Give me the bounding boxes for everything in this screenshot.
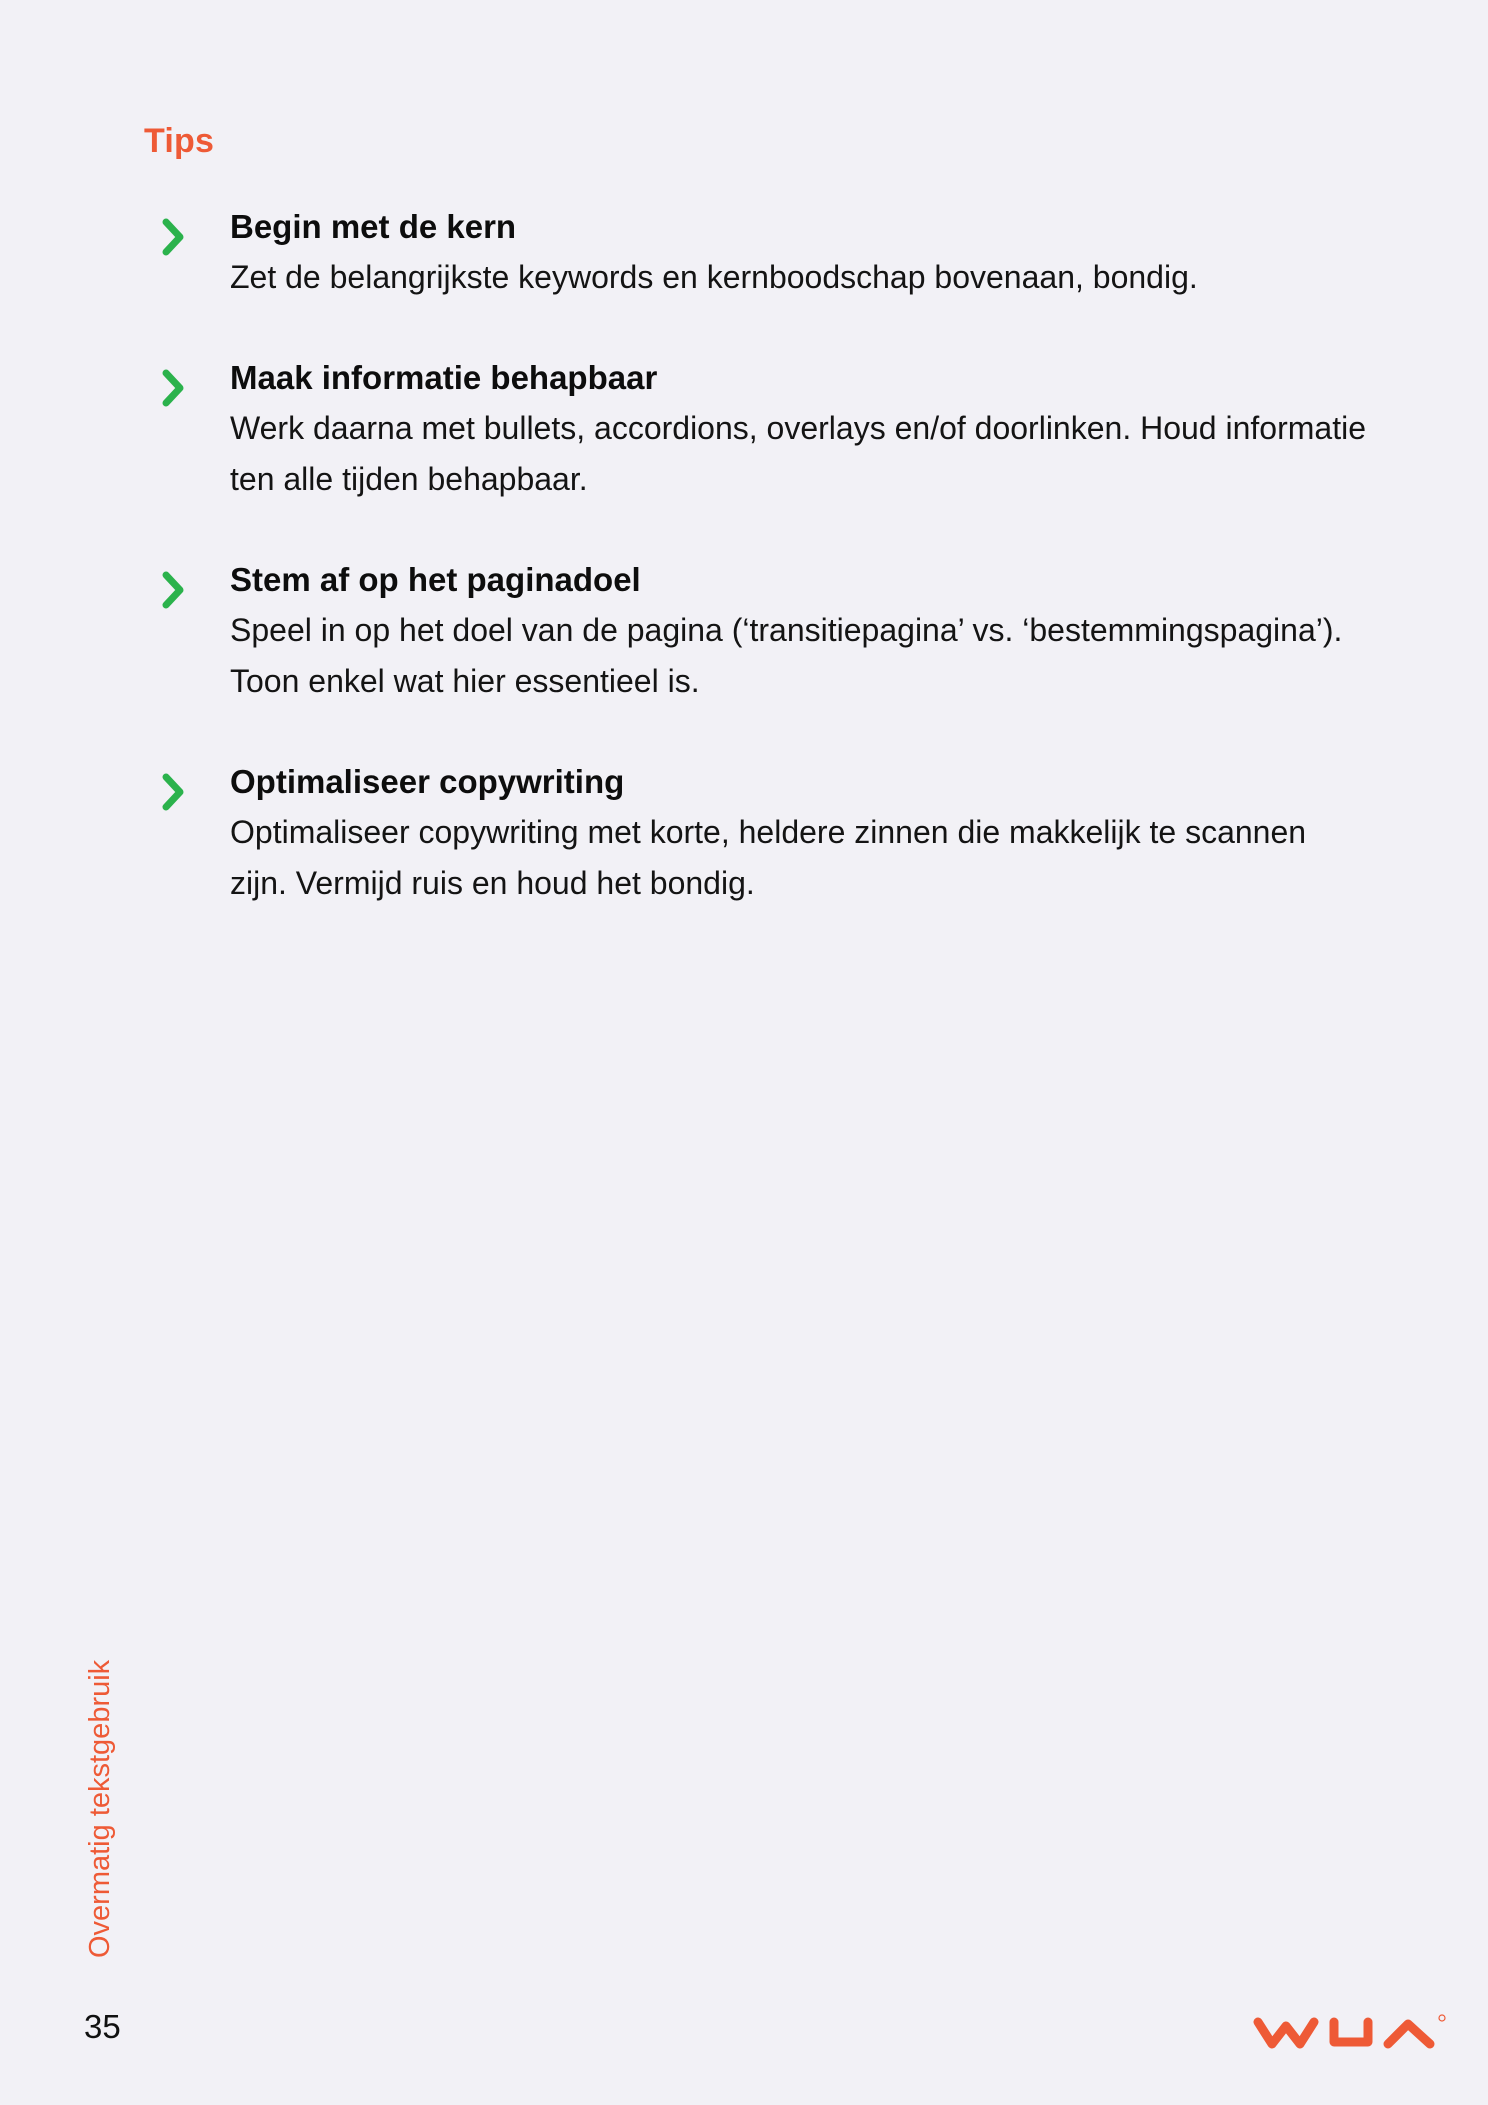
- tip-body: Zet de belangrijkste keywords en kernboodschap bovenaan, bondig.: [230, 259, 1198, 295]
- side-section-label: Overmatig tekstgebruik: [84, 1659, 116, 1958]
- tip-item: [160, 555, 1360, 707]
- tip-item: [160, 202, 1360, 303]
- tip-body: Speel in op het doel van de pagina (‘transitiepagina’ vs. ‘bestemmingspagina’). Toon enkel wat hier essentieel is.: [230, 612, 1343, 699]
- chevron-right-icon: [160, 771, 188, 813]
- wua-logo-icon: [1250, 2012, 1450, 2054]
- tip-item: [160, 757, 1360, 909]
- chevron-right-icon: [160, 367, 188, 409]
- tip-item: [160, 353, 1366, 505]
- page-number: 35: [84, 2008, 121, 2045]
- tip-heading: Maak informatie behapbaar: [230, 359, 658, 396]
- tip-body: Optimaliseer copywriting met korte, heldere zinnen die makkelijk te scannen zijn. Vermijd ruis en houd het bondig.: [230, 814, 1307, 901]
- tip-heading: Begin met de kern: [230, 208, 517, 245]
- section-title: Tips: [144, 122, 215, 160]
- tip-heading: Stem af op het paginadoel: [230, 561, 641, 598]
- chevron-right-icon: [160, 216, 188, 258]
- tip-body: Werk daarna met bullets, accordions, overlays en/of doorlinken. Houd informatie ten alle tijden behapbaar.: [230, 410, 1366, 497]
- tip-heading: Optimaliseer copywriting: [230, 763, 625, 800]
- chevron-right-icon: [160, 569, 188, 611]
- tips-list: [160, 202, 1366, 959]
